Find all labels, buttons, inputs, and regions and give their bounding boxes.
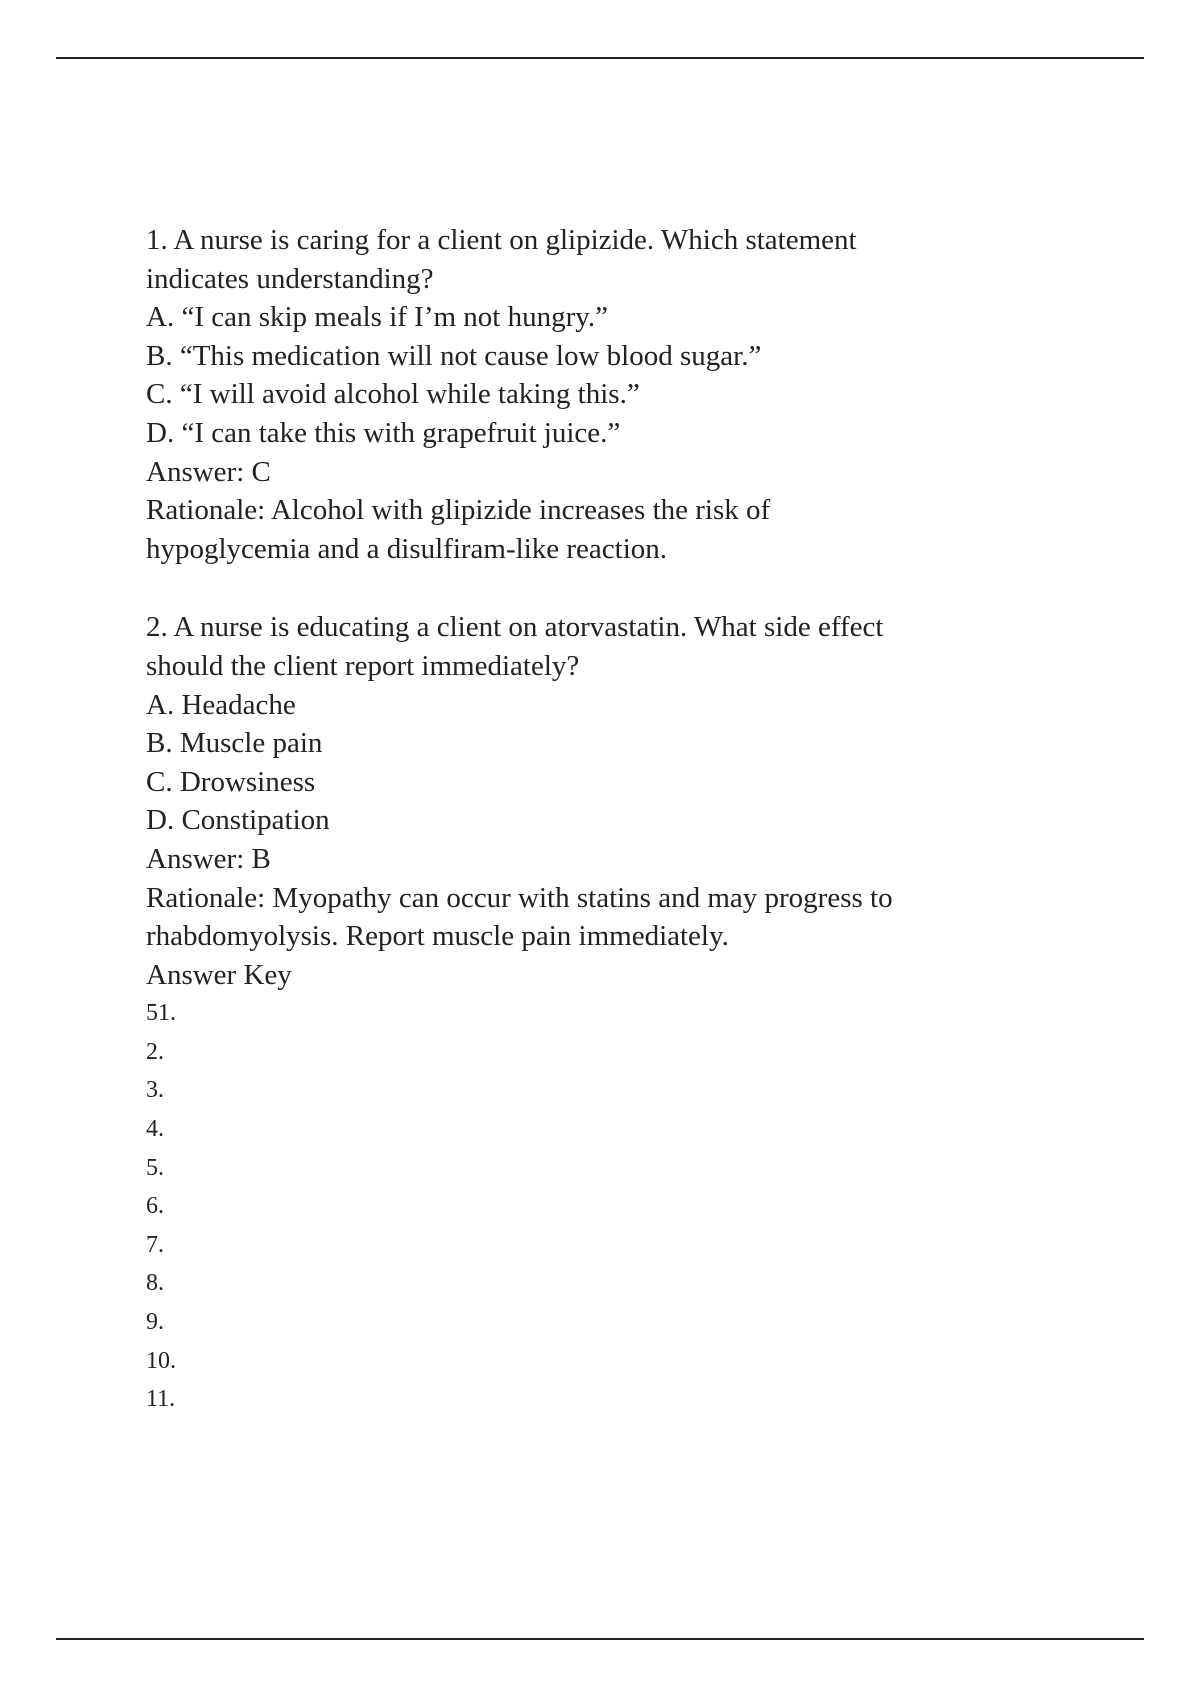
- option-b: B. “This medication will not cause low blood sugar.”: [146, 339, 762, 372]
- rationale: rhabdomyolysis. Report muscle pain immediately.: [146, 920, 729, 953]
- answer-key-item: 8.: [146, 1270, 164, 1297]
- answer: Answer: C: [146, 455, 271, 488]
- question-stem: indicates understanding?: [146, 262, 434, 295]
- rationale: hypoglycemia and a disulfiram-like reaction.: [146, 532, 668, 565]
- option-d: D. “I can take this with grapefruit juice.”: [146, 416, 621, 449]
- answer-key-heading: Answer Key: [146, 958, 292, 991]
- answer-key-item: 7.: [146, 1231, 164, 1258]
- top-rule: [56, 57, 1144, 59]
- answer-key-item: 3.: [146, 1077, 164, 1104]
- option-c: C. “I will avoid alcohol while taking this.”: [146, 378, 640, 411]
- answer-key-item: 6.: [146, 1193, 164, 1220]
- question-1: [146, 221, 1046, 568]
- answer-key-item: 11.: [146, 1386, 176, 1413]
- answer-key-item: 51.: [146, 1000, 176, 1027]
- answer: Answer: B: [146, 842, 271, 875]
- option-a: A. Headache: [146, 688, 296, 721]
- rationale: Rationale: Myopathy can occur with statins and may progress to: [146, 881, 893, 914]
- answer-key-item: 4.: [146, 1116, 164, 1143]
- question-stem: 1. A nurse is caring for a client on glipizide. Which statement: [146, 224, 857, 256]
- answer-key-item: 2.: [146, 1038, 164, 1065]
- spacer: [146, 568, 1046, 608]
- answer-key-item: 5.: [146, 1154, 164, 1181]
- answer-key-item: 10.: [146, 1347, 176, 1374]
- option-c: C. Drowsiness: [146, 765, 316, 798]
- question-2: [146, 608, 1046, 955]
- answer-key-item: 9.: [146, 1309, 164, 1336]
- option-b: B. Muscle pain: [146, 727, 323, 760]
- bottom-rule: [56, 1638, 1144, 1640]
- option-d: D. Constipation: [146, 804, 330, 837]
- answer-key: [146, 956, 1046, 1419]
- document-body: [146, 221, 1046, 1419]
- question-stem: 2. A nurse is educating a client on atorvastatin. What side effect: [146, 611, 884, 644]
- rationale: Rationale: Alcohol with glipizide increases the risk of: [146, 494, 771, 527]
- question-stem: should the client report immediately?: [146, 649, 580, 682]
- option-a: A. “I can skip meals if I’m not hungry.”: [146, 301, 608, 334]
